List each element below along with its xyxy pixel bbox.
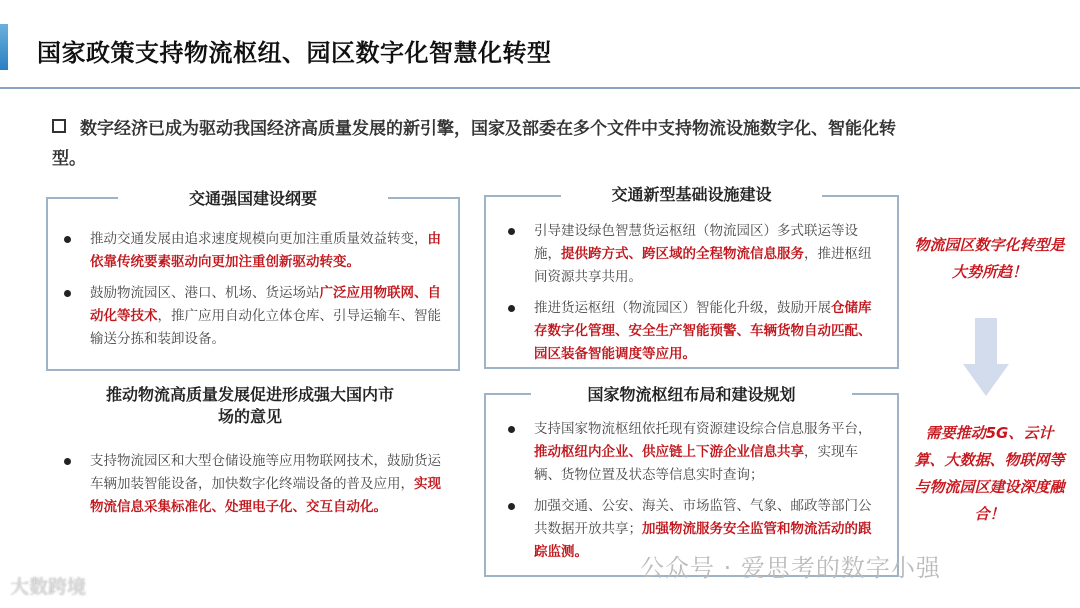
section-list — [60, 450, 445, 527]
side-callout-bottom: 需要推动5G、云计算、大数据、物联网等与物流园区建设深度融合！ — [914, 424, 1065, 523]
bullet-icon — [508, 426, 515, 433]
highlight-text: 提供跨方式、跨区域的全程物流信息服务 — [561, 246, 804, 262]
logo: 大数跨境 — [10, 576, 87, 598]
highlight-text: 推动枢纽内企业、供应链上下游企业信息共享 — [534, 444, 804, 460]
item-text: 引导建设绿色智慧货运枢纽（物流园区）多式联运等设施， — [534, 223, 858, 262]
highlight-text: 广泛应用物联网、自动化等技术 — [90, 285, 441, 324]
bullet-icon — [64, 458, 71, 465]
item-text: 推进货运枢纽（物流园区）智能化升级，鼓励开展 — [534, 300, 831, 316]
side-callout-top: 物流园区数字化转型是大势所趋！ — [914, 236, 1065, 281]
item-text: ，推进枢纽间资源共享共用。 — [534, 246, 872, 285]
bullet-icon — [64, 236, 71, 243]
item-text: ，实现车辆、货物位置及状态等信息实时查询； — [534, 444, 858, 483]
section-list — [60, 228, 445, 359]
title-divider — [0, 87, 1080, 89]
highlight-text: 由依靠传统要素驱动向更加注重创新驱动转变。 — [90, 231, 441, 270]
section-title: 国家物流枢纽布局和建设规划 — [587, 385, 796, 404]
bullet-icon — [508, 228, 515, 235]
item-text: 鼓励物流园区、港口、机场、货运场站 — [90, 285, 320, 301]
highlight-text: 实现物流信息采集标准化、处理电子化、交互自动化。 — [90, 476, 441, 515]
list-item — [60, 282, 445, 351]
highlight-text: 仓储库存数字化管理、安全生产智能预警、车辆货物自动匹配、园区装备智能调度等应用。 — [534, 300, 872, 362]
bullet-icon — [64, 290, 71, 297]
square-bullet-icon — [52, 119, 66, 133]
item-text: 支持国家物流枢纽依托现有资源建设综合信息服务平台， — [534, 421, 872, 437]
bullet-icon — [508, 305, 515, 312]
list-item — [504, 418, 879, 487]
list-item — [60, 228, 445, 274]
highlight-text: 加强物流服务安全监管和物流活动的跟踪监测。 — [534, 521, 872, 560]
section-title: 交通新型基础设施建设 — [611, 185, 772, 204]
bullet-icon — [508, 503, 515, 510]
list-item — [504, 297, 879, 366]
section-title: 推动物流高质量发展促进形成强大国内市场的意见 — [105, 385, 394, 426]
item-text: 支持物流园区和大型仓储设施等应用物联网技术，鼓励货运车辆加装智能设备，加快数字化终端设备的普及应用， — [90, 453, 441, 492]
item-text: ，推广应用自动化立体仓库、引导运输车、智能输送分拣和装卸设备。 — [90, 308, 441, 347]
list-item — [504, 220, 879, 289]
section-title: 交通强国建设纲要 — [188, 189, 317, 208]
page-title: 国家政策支持物流枢纽、园区数字化智慧化转型 — [37, 39, 552, 67]
section-list — [504, 220, 879, 374]
down-arrow-icon — [963, 318, 1009, 396]
intro-paragraph — [52, 114, 902, 174]
title-accent-bar — [0, 24, 8, 70]
item-text: 加强交通、公安、海关、市场监管、气象、邮政等部门公共数据开放共享； — [534, 498, 872, 537]
intro-text: 数字经济已成为驱动我国经济高质量发展的新引擎，国家及部委在多个文件中支持物流设施数字化、智能化转型。 — [52, 119, 896, 169]
list-item — [60, 450, 445, 519]
watermark: 公众号 · 爱思考的数字小强 — [640, 554, 941, 582]
item-text: 推动交通发展由追求速度规模向更加注重质量效益转变， — [90, 231, 428, 247]
